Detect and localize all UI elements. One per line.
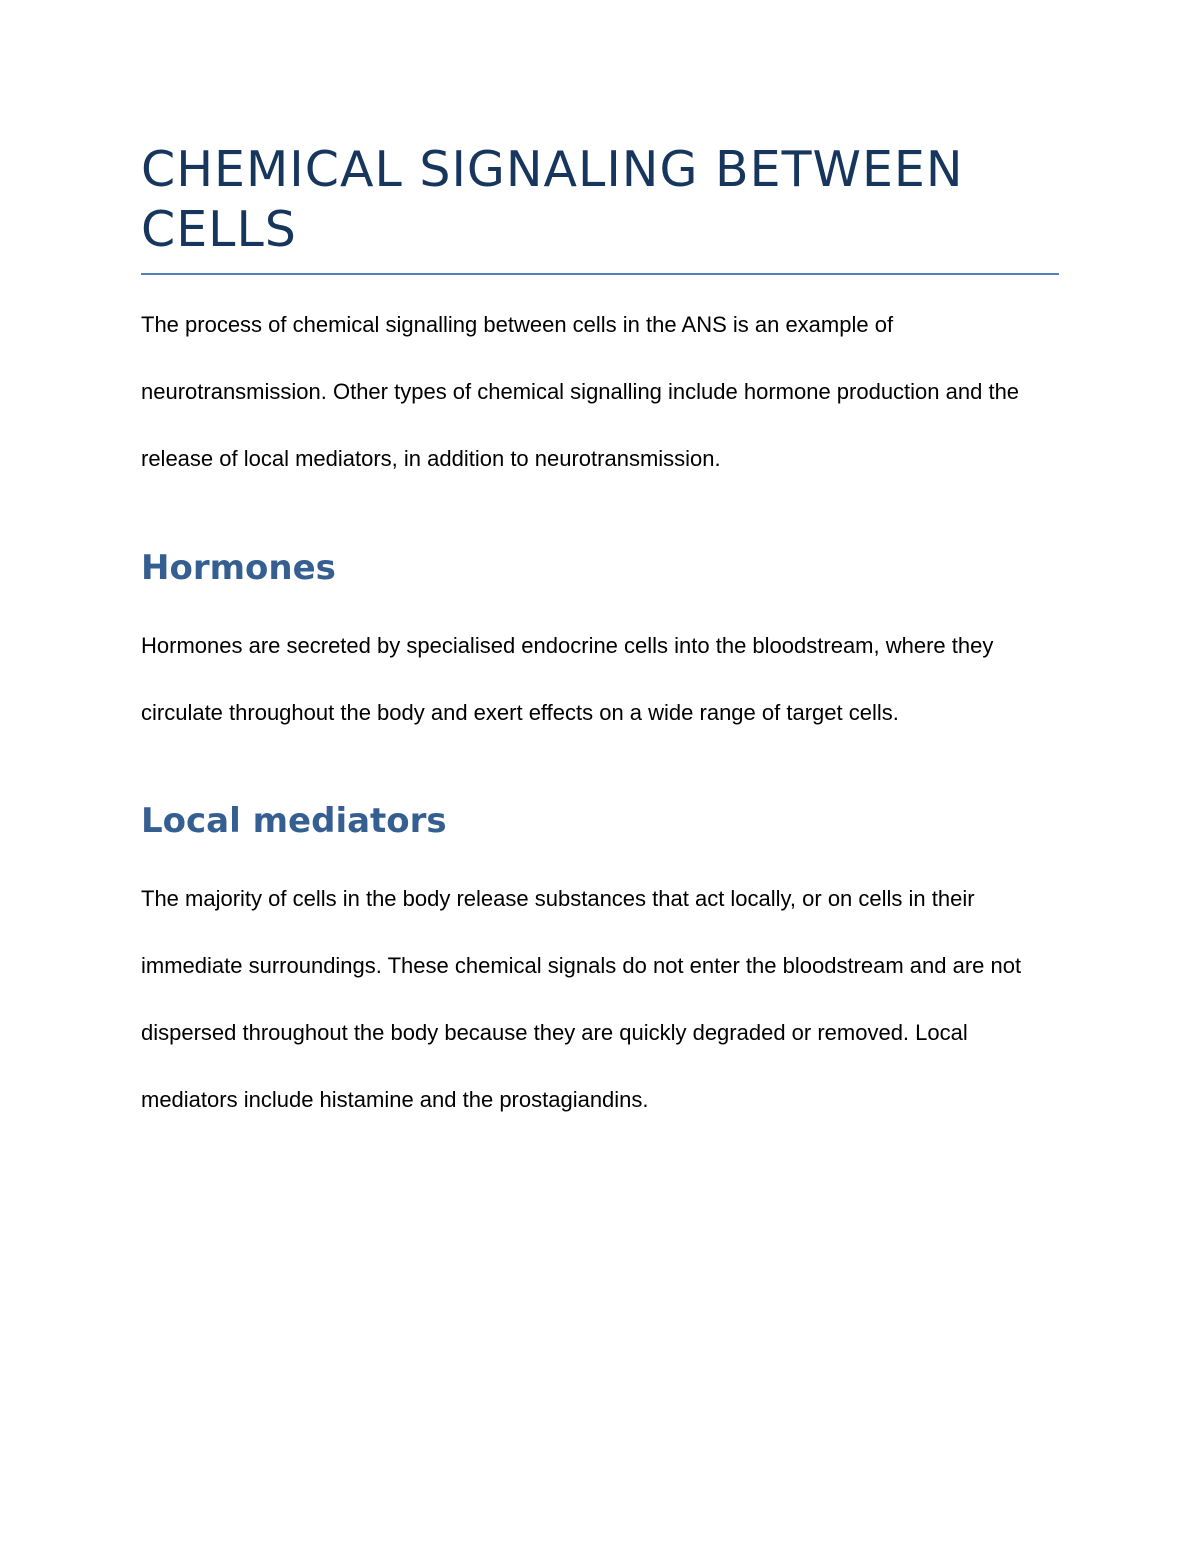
section-heading-hormones: Hormones [141, 548, 336, 588]
section-body-local-mediators: The majority of cells in the body release substances that act locally, or on cells in their immediate surroundings. These chemical signals do not enter the bloodstream and are not dispersed throughout the body because they are quickly degraded or removed. Local mediators include histamine and the prostagiandins. [141, 886, 1022, 1112]
document-content [141, 140, 1059, 1133]
document-title: CHEMICAL SIGNALING BETWEEN CELLS [141, 140, 1059, 275]
intro-paragraph: The process of chemical signalling between cells in the ANS is an example of neurotransmission. Other types of chemical signalling include hormone production and the release of local mediators, in addition to neurotransmission. [141, 312, 1020, 471]
section-heading-local-mediators: Local mediators [141, 801, 447, 841]
section-body-hormones: Hormones are secreted by specialised endocrine cells into the bloodstream, where they circulate throughout the body and exert effects on a wide range of target cells. [141, 633, 994, 725]
